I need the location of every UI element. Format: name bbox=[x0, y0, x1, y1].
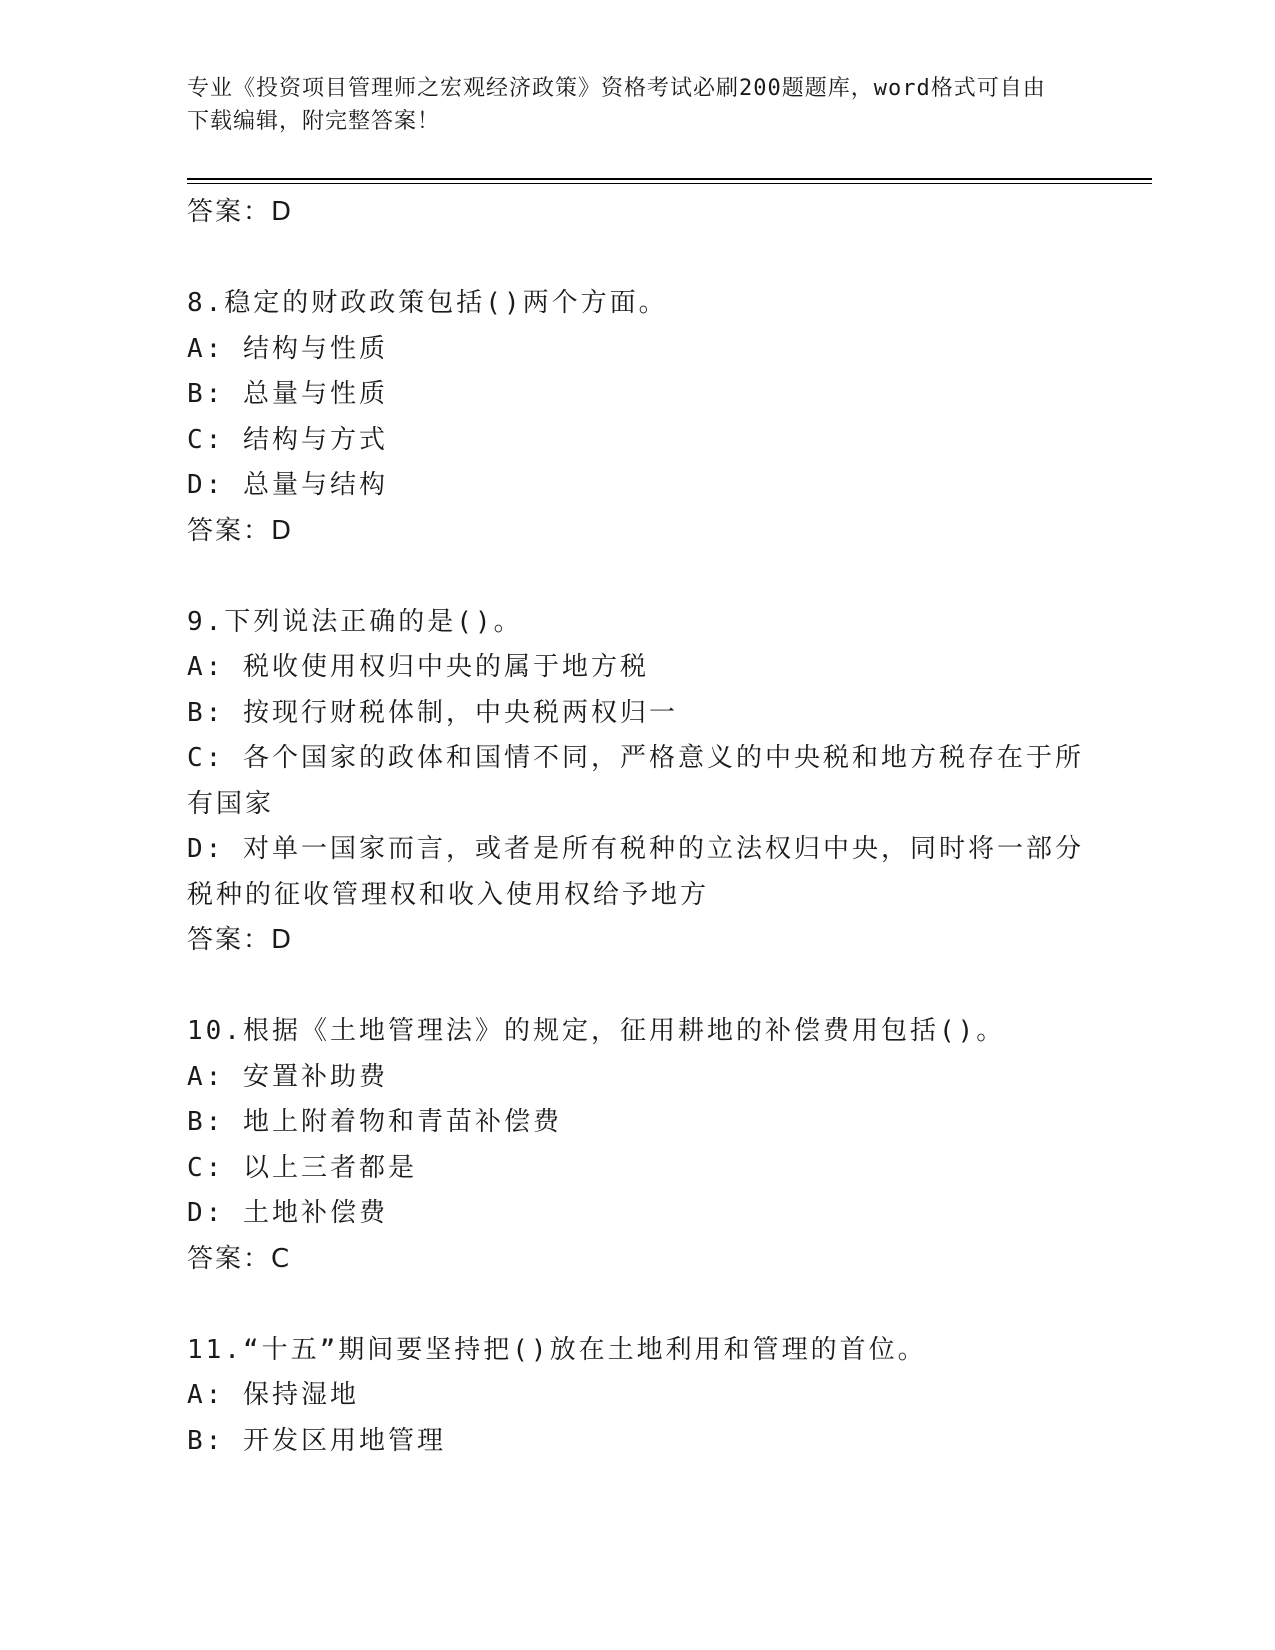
question-8 bbox=[187, 281, 1087, 554]
option-b: B: 开发区用地管理 bbox=[187, 1425, 446, 1456]
question-9 bbox=[187, 600, 1087, 964]
option-b: B: 总量与性质 bbox=[187, 379, 388, 409]
option-d: D: 对单一国家而言，或者是所有税种的立法权归中央，同时将一部分税种的征收管理权和收入使用权给予地方 bbox=[187, 834, 1084, 910]
option-d: D: 土地补偿费 bbox=[187, 1198, 388, 1228]
option-a: A: 安置补助费 bbox=[187, 1061, 388, 1092]
question-stem: 10.根据《土地管理法》的规定，征用耕地的补偿费用包括()。 bbox=[187, 1016, 1006, 1046]
question-11 bbox=[187, 1328, 1087, 1465]
option-b: B: 按现行财税体制，中央税两权归一 bbox=[187, 697, 678, 728]
question-stem: 8.稳定的财政政策包括()两个方面。 bbox=[187, 288, 668, 318]
option-c: C: 各个国家的政体和国情不同，严格意义的中央税和地方税存在于所有国家 bbox=[187, 743, 1084, 819]
previous-answer: 答案：D bbox=[187, 197, 294, 227]
option-a: A: 保持湿地 bbox=[187, 1380, 359, 1410]
header-divider-thin bbox=[187, 183, 1152, 184]
question-stem: 11.“十五”期间要坚持把()放在土地利用和管理的首位。 bbox=[187, 1334, 927, 1365]
answer: 答案：D bbox=[187, 515, 294, 546]
spacer bbox=[187, 1282, 1087, 1328]
spacer bbox=[187, 236, 1087, 282]
question-list bbox=[187, 190, 1087, 1464]
option-c: C: 以上三者都是 bbox=[187, 1152, 417, 1183]
question-stem: 9.下列说法正确的是()。 bbox=[187, 606, 523, 637]
spacer bbox=[187, 964, 1087, 1010]
option-c: C: 结构与方式 bbox=[187, 424, 388, 455]
option-b: B: 地上附着物和青苗补偿费 bbox=[187, 1107, 562, 1137]
option-a: A: 结构与性质 bbox=[187, 333, 388, 364]
document-header: 专业《投资项目管理师之宏观经济政策》资格考试必刷200题题库，word格式可自由下载编辑，附完整答案！ bbox=[187, 76, 1046, 134]
option-d: D: 总量与结构 bbox=[187, 470, 388, 500]
question-10 bbox=[187, 1009, 1087, 1282]
option-a: A: 税收使用权归中央的属于地方税 bbox=[187, 652, 649, 682]
spacer bbox=[187, 554, 1087, 600]
answer: 答案：C bbox=[187, 1243, 292, 1274]
answer: 答案：D bbox=[187, 925, 294, 955]
header-divider-thick bbox=[187, 178, 1152, 180]
